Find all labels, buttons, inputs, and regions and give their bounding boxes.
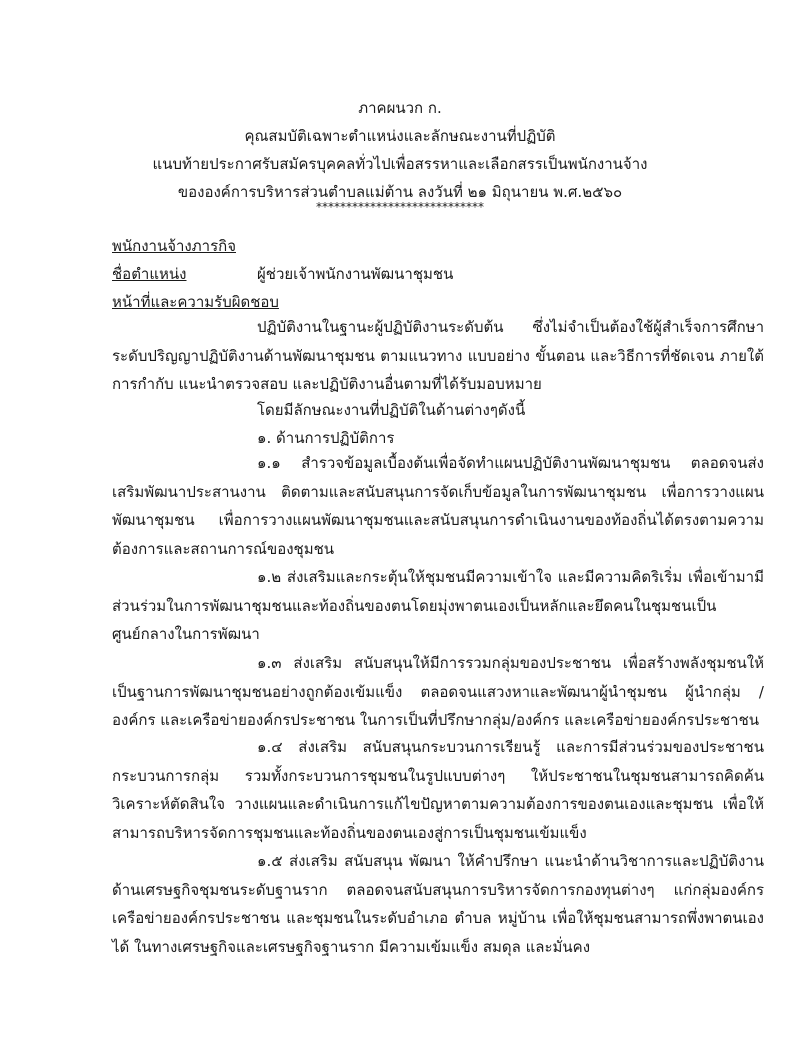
annex-title: ภาคผนวก ก. [358, 99, 442, 117]
item-1-4: ๑.๔ ส่งเสริม สนับสนุนกระบวนการเรียนรู้ และการมีส่วนร่วมของประชาชนกระบวนการกลุ่ม รวมทั้งกระบวนการชุมชนในรูปแบบต่างๆ ให้ประชาชนในชุมชนสามารถคิดค้น วิเคราะห์ตัดสินใจ วางแผนและดำเนินการแก้ไขปัญหาตามความต้องการของตนเองและชุมชน เพื่อให้สามารถบริหารจัดการชุมชนและท้องถิ่นของตนเองสู่การเป็นชุมชนเข้มแข็ง [112, 738, 764, 842]
qualification-title: คุณสมบัติเฉพาะตำแหน่งและลักษณะงานที่ปฏิบัติ [244, 127, 556, 145]
position-value: ผู้ช่วยเจ้าพนักงานพัฒนาชุมชน [257, 265, 454, 283]
announcement-subtitle: แนบท้ายประกาศรับสมัครบุคคลทั่วไปเพื่อสรรหาและเลือกสรรเป็นพนักงานจ้าง [152, 155, 648, 173]
position-label: ชื่อตำแหน่ง [112, 265, 187, 283]
item-1-2: ๑.๒ ส่งเสริมและกระตุ้นให้ชุมชนมีความเข้าใจ และมีความคิดริเริ่ม เพื่อเข้ามามีส่วนร่วมในการพัฒนาชุมชนและท้องถิ่นของตนโดยมุ่งพาตนเองเป็นหลักและยึดคนในชุมชนเป็นศูนย์กลางในการพัฒนา [112, 568, 764, 643]
intro-paragraph: ปฏิบัติงานในฐานะผู้ปฏิบัติงานระดับต้น ซึ่งไม่จำเป็นต้องใช้ผู้สำเร็จการศึกษาระดับปริญญาปฏิบัติงานด้านพัฒนาชุมชน ตามแนวทาง แบบอย่าง ขั้นตอน และวิธีการที่ชัดเจน ภายใต้ การกำกับ แนะนำตรวจสอบ และปฏิบัติงานอื่นตามที่ได้รับมอบหมาย [112, 318, 764, 393]
section-heading-operations: ๑. ด้านการปฏิบัติการ [257, 429, 395, 447]
item-1-3: ๑.๓ ส่งเสริม สนับสนุนให้มีการรวมกลุ่มของประชาชน เพื่อสร้างพลังชุมชนให้เป็นฐานการพัฒนาชุมชนอย่างถูกต้องเข้มแข็ง ตลอดจนแสวงหาและพัฒนาผู้นำชุมชน ผู้นำกลุ่ม / องค์กร และเครือข่ายองค์กรประชาชน ในการเป็นที่ปรึกษากลุ่ม/องค์กร และเครือข่ายองค์กรประชาชน [112, 654, 764, 729]
item-1-1: ๑.๑ สำรวจข้อมูลเบื้องต้นเพื่อจัดทำแผนปฏิบัติงานพัฒนาชุมชน ตลอดจนส่งเสริมพัฒนาประสานงาน ติดตามและสนับสนุนการจัดเก็บข้อมูลในการพัฒนาชุมชน เพื่อการวางแผนพัฒนาชุมชน เพื่อการวางแผนพัฒนาชุมชนและสนับสนุนการดำเนินงานของท้องถิ่นได้ตรงตามความต้องการและสถานการณ์ของชุมชน [112, 454, 764, 558]
organization-date-line: ขององค์การบริหารส่วนตำบลแม่ต้าน ลงวันที่ ๒๑ มิถุนายน พ.ศ.๒๕๖๐ [177, 183, 623, 201]
duties-label: หน้าที่และความรับผิดชอบ [112, 293, 279, 311]
lead-sentence: โดยมีลักษณะงานที่ปฏิบัติในด้านต่างๆดังนี้ [257, 401, 526, 419]
employee-type-label: พนักงานจ้างภารกิจ [112, 237, 236, 255]
star-divider: **************************** [316, 200, 484, 214]
item-1-5: ๑.๕ ส่งเสริม สนับสนุน พัฒนา ให้คำปรึกษา แนะนำด้านวิชาการและปฏิบัติงานด้านเศรษฐกิจชุมชนระดับฐานราก ตลอดจนสนับสนุนการบริหารจัดการกองทุนต่างๆ แก่กลุ่มองค์กร เครือข่ายองค์กรประชาชน และชุมชนในระดับอำเภอ ตำบล หมู่บ้าน เพื่อให้ชุมชนสามารถพึ่งพาตนเองได้ ในทางเศรษฐกิจและเศรษฐกิจฐานราก มีความเข้มแข็ง สมดุล และมั่นคง [112, 852, 764, 956]
